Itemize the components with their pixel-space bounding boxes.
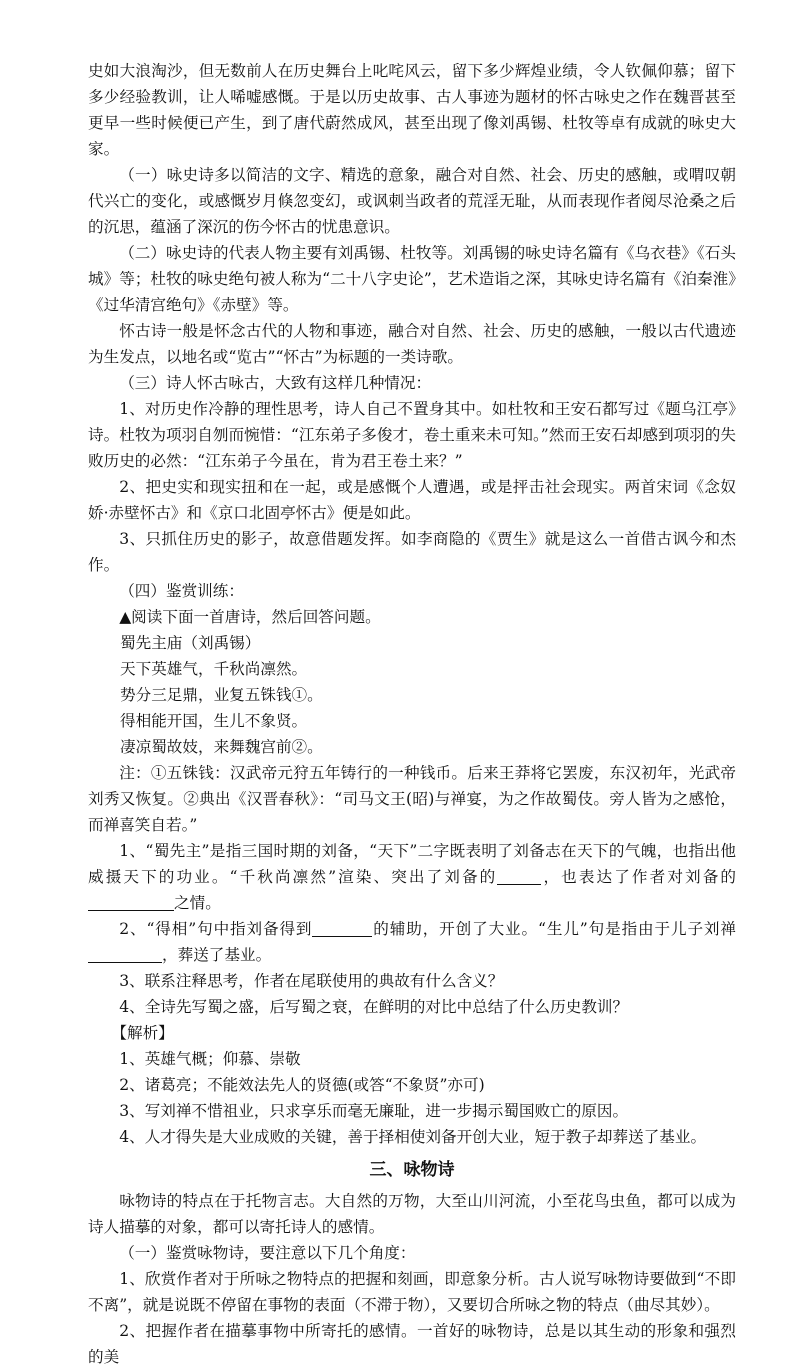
paragraph-point-4: （四）鉴赏训练： — [119, 582, 244, 600]
answer-blank[interactable] — [88, 892, 174, 911]
poem-line: 凄凉蜀故妓，来舞魏宫前②。 — [120, 738, 323, 756]
paragraph-point-3: （三）诗人怀古咏古，大致有这样几种情况： — [119, 374, 432, 392]
question-3: 3、联系注释思考，作者在尾联使用的典故有什么含义？ — [119, 972, 504, 990]
answer-blank[interactable] — [312, 918, 372, 937]
paragraph-point-1: （一）咏史诗多以简洁的文字、精选的意象，融合对自然、社会、历史的感触，或喟叹朝代兴亡的变化，或感慨岁月倏忽变幻，或讽刺当政者的荒淫无耻，从而表现作者阅尽沧桑之后的沉思，蕴涵了深沉的伤今怀古的忧患意识。 — [88, 166, 736, 236]
section3-paragraph: （一）鉴赏咏物诗，要注意以下几个角度： — [119, 1244, 416, 1262]
question-2-text: ，葬送了基业。 — [162, 946, 272, 964]
paragraph-huaigu-definition: 怀古诗一般是怀念古代的人物和事迹，融合对自然、社会、历史的感触，一般以古代遗迹为生发点，以地名或“览古”“怀古”为标题的一类诗歌。 — [88, 322, 736, 366]
poem-line: 天下英雄气，千秋尚凛然。 — [120, 660, 308, 678]
analysis-item: 1、英雄气概；仰慕、崇敬 — [119, 1050, 301, 1068]
paragraph-case-3: 3、只抓住历史的影子，故意借题发挥。如李商隐的《贾生》就是这么一首借古讽今和杰作。 — [88, 530, 736, 574]
section3-paragraph: 1、欣赏作者对于所咏之物特点的把握和刻画，即意象分析。古人说写咏物诗要做到“不即不离”，就是说既不停留在事物的表面（不滞于物），又要切合所咏之物的特点（曲尽其妙）。 — [88, 1270, 736, 1314]
paragraph-case-1: 1、对历史作冷静的理性思考，诗人自己不置身其中。如杜牧和王安石都写过《题乌江亭》诗。杜牧为项羽自刎而惋惜：“江东弟子多俊才，卷土重来未可知。”然而王安石却感到项羽的失败历史的必然：“江东弟子今虽在，肯为君王卷土来？” — [88, 400, 736, 470]
answer-blank[interactable] — [497, 866, 541, 885]
question-1-text: 之情。 — [174, 894, 221, 912]
poem-notes: 注：①五铢钱：汉武帝元狩五年铸行的一种钱币。后来王莽将它罢废，东汉初年，光武帝刘秀又恢复。②典出《汉晋春秋》：“司马文王(昭)与禅宴，为之作故蜀伎。旁人皆为之感怆，而禅喜笑自若。” — [88, 764, 736, 834]
poem-line: 得相能开国，生儿不象贤。 — [120, 712, 308, 730]
analysis-item: 3、写刘禅不惜祖业，只求享乐而毫无廉耻，进一步揭示蜀国败亡的原因。 — [119, 1102, 629, 1120]
question-2-text: 的辅助，开创了大业。“生儿”句是指由于儿子刘禅 — [372, 920, 736, 938]
question-2-text: 2、“得相”句中指刘备得到 — [119, 920, 313, 938]
question-1-text: 1、“蜀先主”是指三国时期的刘备，“天下”二字既表明了刘备志在天下的气魄，也指出他威摄天下的功业。“千秋尚凛然”渲染、突出了刘备的 — [88, 842, 736, 886]
answer-blank[interactable] — [88, 944, 162, 963]
document-page — [88, 58, 736, 1370]
paragraph-point-2: （二）咏史诗的代表人物主要有刘禹锡、杜牧等。刘禹锡的咏史诗名篇有《乌衣巷》《石头城》等；杜牧的咏史绝句被人称为“二十八字史论”，艺术造诣之深，其咏史诗名篇有《泊秦淮》《过华清宫绝句》《赤壁》等。 — [88, 244, 736, 314]
poem-line: 势分三足鼎，业复五铢钱①。 — [120, 686, 323, 704]
paragraph-intro: 史如大浪淘沙，但无数前人在历史舞台上叱咤风云，留下多少辉煌业绩，令人钦佩仰慕；留下多少经验教训，让人唏嘘感慨。于是以历史故事、古人事迹为题材的怀古咏史之作在魏晋甚至更早一些时候便已产生，到了唐代蔚然成风，甚至出现了像刘禹锡、杜牧等卓有成就的咏史大家。 — [88, 62, 736, 158]
question-1 — [88, 838, 736, 916]
paragraph-instruction: ▲阅读下面一首唐诗，然后回答问题。 — [119, 608, 381, 626]
question-1-text: ，也表达了作者对刘备的 — [541, 868, 736, 886]
poem-title: 蜀先主庙（刘禹锡） — [120, 634, 261, 652]
analysis-item: 2、诸葛亮；不能效法先人的贤德(或答“不象贤”亦可) — [119, 1076, 485, 1094]
question-2 — [88, 916, 736, 968]
section-heading: 三、咏物诗 — [369, 1160, 455, 1180]
question-4: 4、全诗先写蜀之盛，后写蜀之衰，在鲜明的对比中总结了什么历史教训？ — [119, 998, 629, 1016]
section3-paragraph: 2、把握作者在描摹事物中所寄托的感情。一首好的咏物诗，总是以其生动的形象和强烈的美 — [88, 1322, 736, 1366]
analysis-item: 4、人才得失是大业成败的关键，善于择相使刘备开创大业，短于教子却葬送了基业。 — [119, 1128, 707, 1146]
paragraph-case-2: 2、把史实和现实扭和在一起，或是感慨个人遭遇，或是抨击社会现实。两首宋词《念奴娇·赤壁怀古》和《京口北固亭怀古》便是如此。 — [88, 478, 736, 522]
analysis-label: 【解析】 — [111, 1024, 174, 1042]
section3-paragraph: 咏物诗的特点在于托物言志。大自然的万物，大至山川河流，小至花鸟虫鱼，都可以成为诗人描摹的对象，都可以寄托诗人的感情。 — [88, 1192, 736, 1236]
